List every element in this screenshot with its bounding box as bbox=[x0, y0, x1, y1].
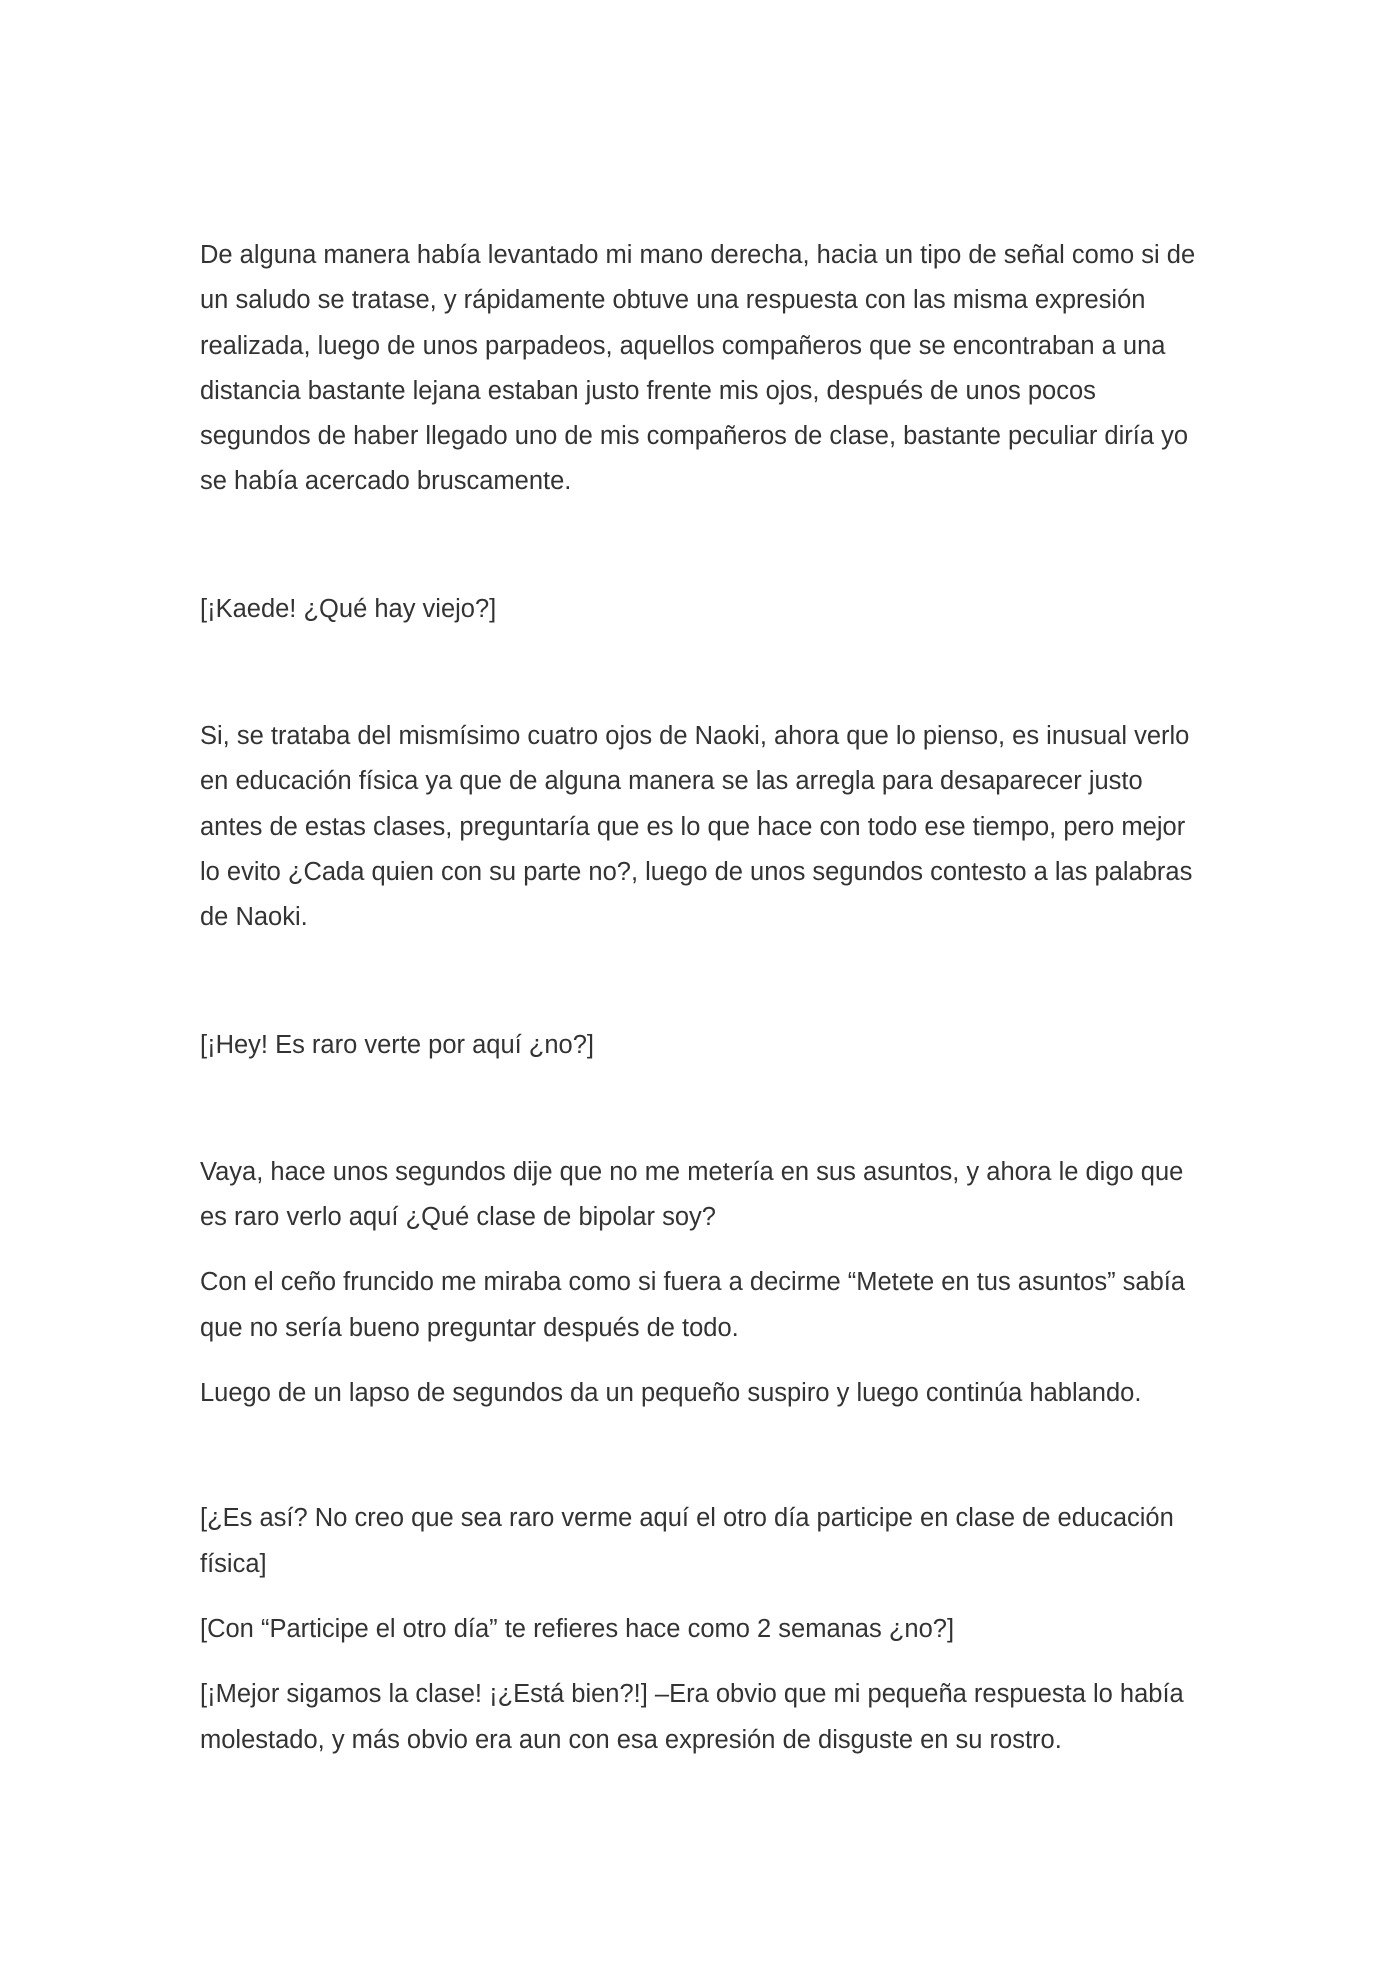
paragraph-spacer bbox=[200, 1436, 1210, 1496]
paragraph-narration-1: De alguna manera había levantado mi mano derecha, hacia un tipo de señal como si de un saludo se tratase, y rápidamente obtuve una respuesta con las misma expresión realizada, luego de unos parpadeos, aquellos compañeros que se encontraban a una distancia bastante lejana estaban justo frente mis ojos, después de unos pocos segundos de haber llegado uno de mis compañeros de clase, bastante peculiar diría yo se había acercado bruscamente. bbox=[200, 241, 1196, 496]
paragraph-dialogue-1: [¡Kaede! ¿Qué hay viejo?] bbox=[200, 594, 497, 623]
paragraph-narration-4: Con el ceño fruncido me miraba como si fuera a decirme “Metete en tus asuntos” sabía que no sería bueno preguntar después de todo. bbox=[200, 1268, 1186, 1342]
paragraph-narration-3: Vaya, hace unos segundos dije que no me metería en sus asuntos, y ahora le digo que es raro verlo aquí ¿Qué clase de bipolar soy? bbox=[200, 1157, 1184, 1232]
paragraph-dialogue-4: [Con “Participe el otro día” te refieres hace como 2 semanas ¿no?] bbox=[200, 1614, 955, 1643]
paragraph-dialogue-5: [¡Mejor sigamos la clase! ¡¿Está bien?!] –Era obvio que mi pequeña respuesta lo había molestado, y más obvio era aun con esa expresión de disguste en su rostro. bbox=[200, 1680, 1184, 1754]
paragraph-spacer bbox=[200, 961, 1210, 1023]
paragraph-narration-5: Luego de un lapso de segundos da un pequeño suspiro y luego continúa hablando. bbox=[200, 1379, 1142, 1408]
document-body bbox=[200, 233, 1210, 1783]
paragraph-spacer bbox=[200, 1088, 1210, 1150]
paragraph-dialogue-3: [¿Es así? No creo que sea raro verme aquí el otro día participe en clase de educación física] bbox=[200, 1504, 1174, 1578]
paragraph-spacer bbox=[200, 525, 1210, 587]
paragraph-dialogue-2: [¡Hey! Es raro verte por aquí ¿no?] bbox=[200, 1030, 595, 1059]
paragraph-spacer bbox=[200, 652, 1210, 714]
paragraph-narration-2: Si, se trataba del mismísimo cuatro ojos de Naoki, ahora que lo pienso, es inusual verlo en educación física ya que de alguna manera se las arregla para desaparecer justo antes de estas clases, preguntaría que es lo que hace con todo ese tiempo, pero mejor lo evito ¿Cada quien con su parte no?, luego de unos segundos contesto a las palabras de Naoki. bbox=[200, 722, 1193, 932]
